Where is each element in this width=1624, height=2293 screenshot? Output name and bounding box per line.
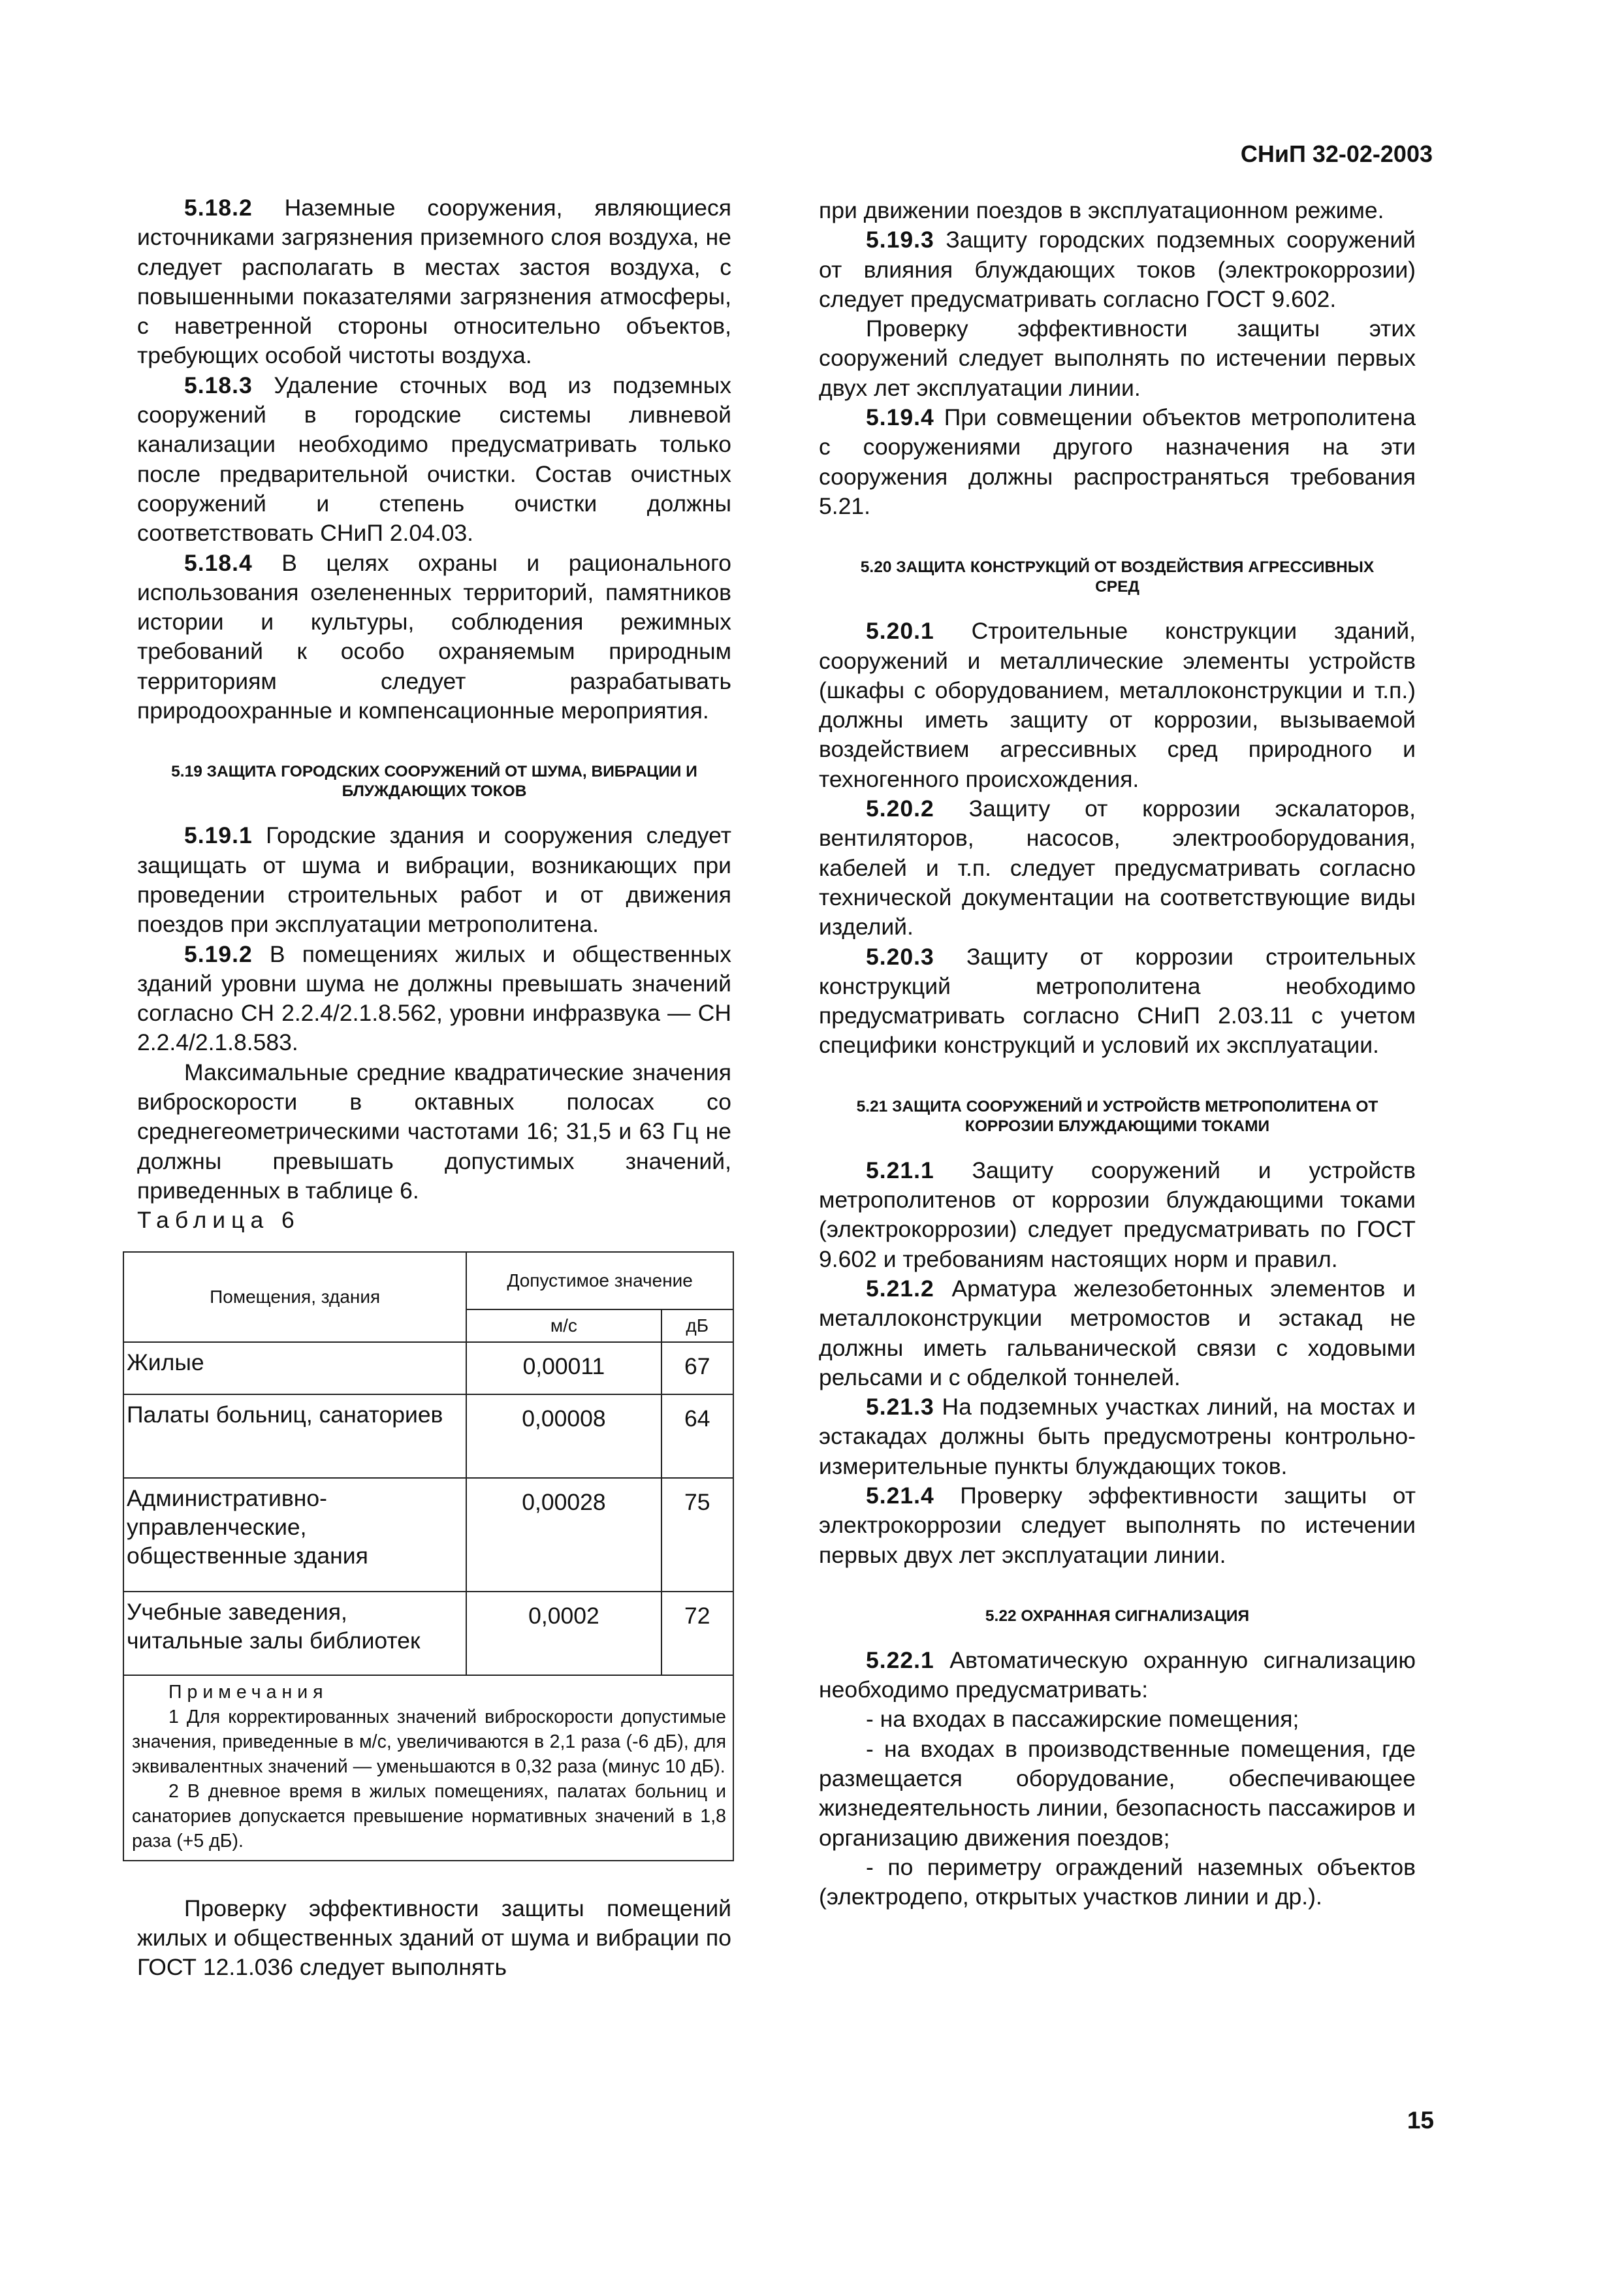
paragraph-vibration: Максимальные средние квадратические значения виброскорости в октавных полосах со среднегеометрическими частотами 16; 31,5 и 63 Гц не должны превышать допустимых значений, приведенных в таблице 6. [137,1059,731,1204]
table-6 [123,1251,734,1861]
table-cell-db: 72 [661,1592,733,1675]
paragraph-5-21-3 [819,1392,1416,1481]
document-code-header: СНиП 32-02-2003 [1240,140,1433,167]
clause-text: Автоматическую охранную сигнализацию необходимо предусматривать: [819,1646,1416,1703]
section-heading-5-19: 5.19 ЗАЩИТА ГОРОДСКИХ СООРУЖЕНИЙ ОТ ШУМА, ВИБРАЦИИ И БЛУЖДАЮЩИХ ТОКОВ [171,763,697,801]
clause-text: Удаление сточных вод из подземных сооружений в городские системы ливневой канализации необходимо предусматривать только после предварительной очистки. Состав очистных сооружений и степень очистки должны соответствовать СНиП 2.04.03. [137,372,731,547]
clause-text: Защиту от коррозии строительных конструкций метрополитена необходимо предусматривать согласно СНиП 2.03.11 с учетом специфики конструкций и условий их эксплуатации. [819,943,1416,1059]
table-notes [123,1675,733,1861]
paragraph-5-20-3 [819,942,1416,1061]
note-1: 1 Для корректированных значений виброскорости допустимые значения, приведенные в м/с, увеличиваются в 2,1 раза (-6 дБ), для эквивалентных значений — уменьшаются в 0,32 раза (минус 10 дБ). [132,1706,726,1777]
table-cell-db: 67 [661,1342,733,1394]
list-item: - по периметру ограждений наземных объектов (электродепо, открытых участков линии и др.). [819,1853,1416,1910]
table-cell-room: Палаты больниц, санаториев [123,1394,466,1478]
list-item: - на входах в пассажирские помещения; [866,1706,1299,1733]
clause-number: 5.20.1 [866,618,934,645]
clause-number: 5.19.4 [866,404,934,431]
clause-text: В целях охраны и рационального использования озелененных территорий, памятников истории и культуры, соблюдения режимных требований к особо охраняемым природным территориям следует разрабатывать природоохранные и компенсационные мероприятия. [137,549,731,724]
paragraph-5-18-4 [137,549,731,726]
table-cell-room: Учебные заведения, читальные залы библиотек [123,1592,466,1675]
clause-number: 5.19.2 [184,940,253,967]
clause-text: Защиту от коррозии эскалаторов, вентиляторов, насосов, электрооборудования, кабелей и т.п. следует предусматривать согласно технической документации на соответствующие виды изделий. [819,795,1416,940]
paragraph-check-efficiency: Проверку эффективности защиты этих сооружений следует выполнять по истечении первых двух лет эксплуатации линии. [819,315,1416,401]
table-cell-room: Жилые [123,1342,466,1394]
clause-number: 5.21.3 [866,1394,934,1420]
paragraph-5-22-1 [819,1646,1416,1705]
clause-number: 5.22.1 [866,1646,934,1673]
paragraph-5-19-3 [819,225,1416,314]
table-label: Таблица 6 [137,1207,300,1234]
right-column [819,196,1416,1912]
clause-text: Защиту городских подземных сооружений от влияния блуждающих токов (электрокоррозии) следует предусматривать согласно ГОСТ 9.602. [819,227,1416,312]
notes-title: Примечания [168,1681,328,1703]
table-header-unit-ms: м/с [466,1309,661,1342]
clause-text: При совмещении объектов метрополитена с сооружениями другого назначения на эти сооружения должны распространяться требования 5.21. [819,404,1416,519]
clause-text: Строительные конструкции зданий, сооружений и металлические элементы устройств (шкафы с оборудованием, металлоконструкции и т.п.) должны иметь защиту от коррозии, вызываемой воздействием агрессивных сред природного и техногенного происхождения. [819,618,1416,792]
table-cell-ms: 0,00011 [466,1342,661,1394]
clause-text: Наземные сооружения, являющиеся источниками загрязнения приземного слоя воздуха, не следует располагать в местах застоя воздуха, с повышенными показателями загрязнения атмосферы, с наветренной стороны относительно объектов, требующих особой чистоты воздуха. [137,195,731,369]
clause-number: 5.19.3 [866,227,934,253]
note-2: 2 В дневное время в жилых помещениях, палатах больниц и санаториев допускается превышение нормативных значений в 1,8 раза (+5 дБ). [132,1780,726,1852]
section-heading-5-22: 5.22 ОХРАННАЯ СИГНАЛИЗАЦИЯ [985,1607,1250,1625]
table-header-unit-db: дБ [661,1309,733,1342]
paragraph-5-20-2 [819,794,1416,942]
section-heading-5-21: 5.21 ЗАЩИТА СООРУЖЕНИЙ И УСТРОЙСТВ МЕТРОПОЛИТЕНА ОТ КОРРОЗИИ БЛУЖДАЮЩИМИ ТОКАМИ [856,1097,1378,1135]
clause-number: 5.19.1 [184,822,253,849]
table-header-permissible: Допустимое значение [466,1252,733,1309]
page-number: 15 [1407,2107,1434,2134]
left-column [127,193,731,1982]
clause-text: На подземных участках линий, на мостах и эстакадах должны быть предусмотрены контрольно-измерительные пункты блуждающих токов. [819,1394,1416,1479]
paragraph-5-18-3 [137,371,731,549]
table-row [123,1478,733,1592]
table-cell-room: Административно-управленческие, общественные здания [123,1478,466,1592]
table-cell-ms: 0,00028 [466,1478,661,1592]
clause-text: Проверку эффективности защиты от электрокоррозии следует выполнять по истечении первых двух лет эксплуатации линии. [819,1482,1416,1568]
clause-number: 5.21.1 [866,1157,934,1183]
table-row [123,1592,733,1675]
section-heading-5-20: 5.20 ЗАЩИТА КОНСТРУКЦИЙ ОТ ВОЗДЕЙСТВИЯ АГРЕССИВНЫХ СРЕД [860,558,1375,596]
paragraph-5-18-2 [137,193,731,371]
paragraph-5-20-1 [819,617,1416,794]
clause-number: 5.18.3 [184,372,253,398]
clause-number: 5.18.4 [184,549,253,576]
paragraph-continuation: при движении поездов в эксплуатационном режиме. [819,197,1384,223]
clause-number: 5.18.2 [184,195,253,221]
clause-number: 5.21.4 [866,1482,934,1509]
clause-text: Арматура железобетонных элементов и металлоконструкции метромостов и эстакад не должны иметь гальванической связи с ходовыми рельсами и с обделкой тоннелей. [819,1275,1416,1390]
clause-number: 5.20.2 [866,795,934,822]
paragraph-5-19-2 [137,940,731,1058]
paragraph-noise-check: Проверку эффективности защиты помещений жилых и общественных зданий от шума и вибрации по ГОСТ 12.1.036 следует выполнять [137,1895,731,1981]
clause-text: Защиту сооружений и устройств метрополитенов от коррозии блуждающими токами (электрокоррозии) следует предусматривать по ГОСТ 9.602 и требованиям настоящих норм и правил. [819,1157,1416,1272]
table-row [123,1394,733,1478]
paragraph-5-19-1 [137,821,731,939]
paragraph-5-21-4 [819,1481,1416,1570]
table-cell-db: 75 [661,1478,733,1592]
clause-text: Городские здания и сооружения следует защищать от шума и вибрации, возникающих при проведении строительных работ и от движения поездов при эксплуатации метрополитена. [137,822,731,938]
paragraph-5-19-4 [819,403,1416,521]
table-header-room: Помещения, здания [123,1252,466,1342]
table-cell-db: 64 [661,1394,733,1478]
table-cell-ms: 0,00008 [466,1394,661,1478]
clause-number: 5.21.2 [866,1275,934,1302]
table-cell-ms: 0,0002 [466,1592,661,1675]
paragraph-5-21-1 [819,1156,1416,1274]
table-row [123,1342,733,1394]
list-item: - на входах в производственные помещения, где размещается оборудование, обеспечивающее жизнедеятельность линии, безопасность пассажиров и организацию движения поездов; [819,1735,1416,1851]
paragraph-5-21-2 [819,1274,1416,1392]
clause-number: 5.20.3 [866,943,934,970]
clause-text: В помещениях жилых и общественных зданий уровни шума не должны превышать значений согласно СН 2.2.4/2.1.8.562, уровни инфразвука — СН 2.2.4/2.1.8.583. [137,940,731,1056]
